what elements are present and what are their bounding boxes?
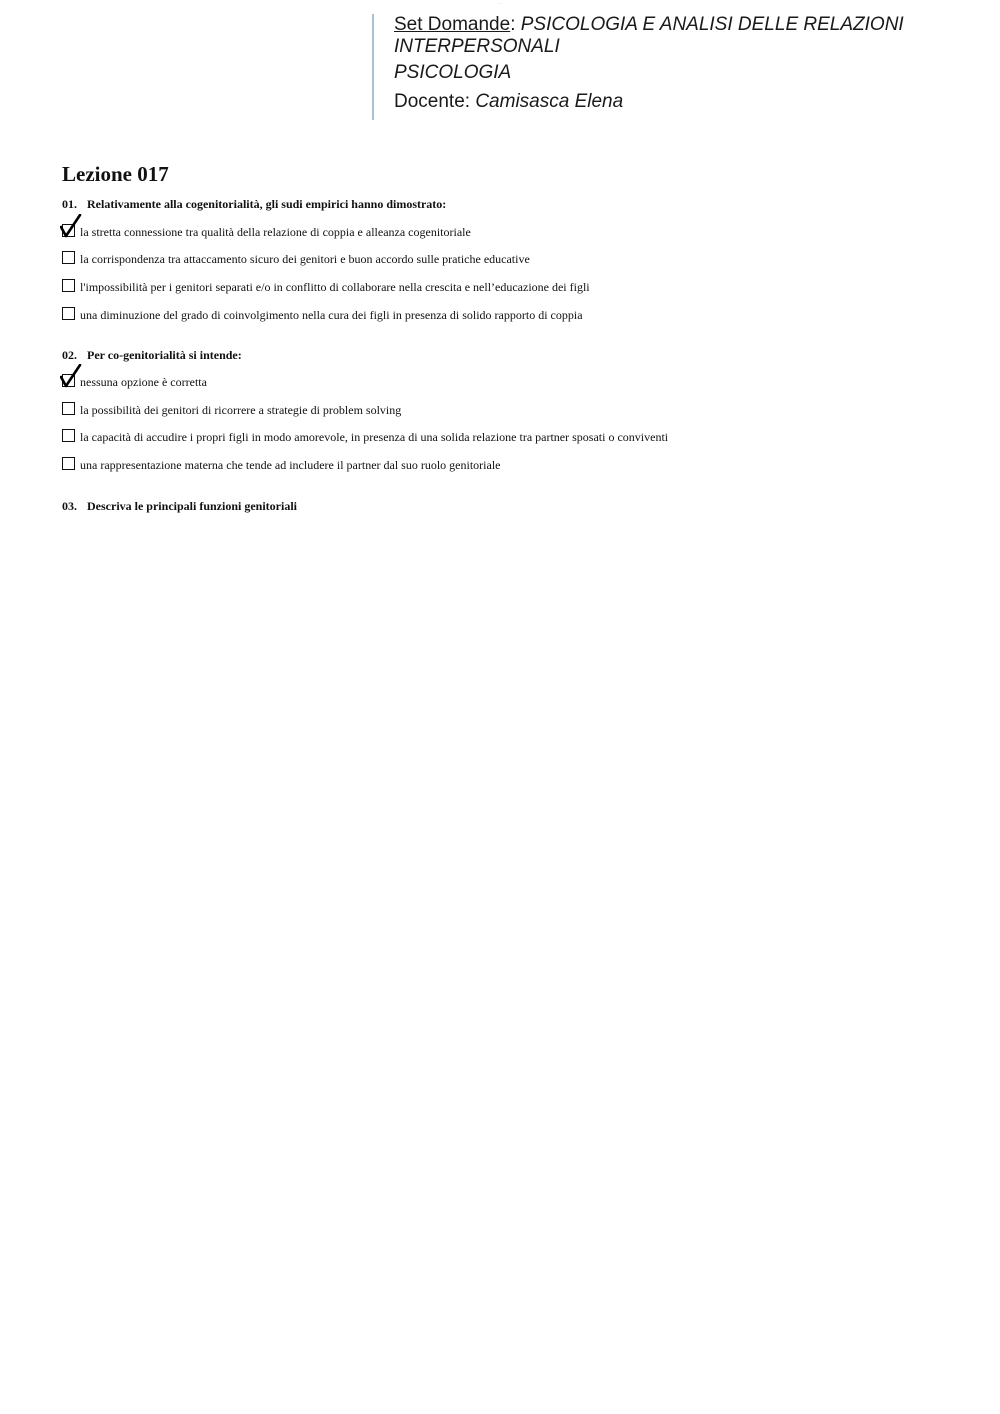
set-label: Set Domande: [394, 14, 511, 35]
area-title: PSICOLOGIA: [394, 62, 512, 83]
question-number: 02.: [62, 348, 77, 362]
option-text: la corrispondenza tra attaccamento sicuro dei genitori e buon accordo sulle pratiche educative: [80, 252, 530, 266]
question-number: 01.: [62, 197, 77, 211]
checkbox[interactable]: [62, 279, 75, 292]
set-separator: :: [510, 14, 521, 35]
question-text: Descriva le principali funzioni genitoriali: [87, 499, 297, 513]
course-header: [372, 14, 932, 120]
question-text: Per co-genitorialità si intende:: [87, 348, 242, 362]
checkbox[interactable]: [62, 307, 75, 320]
docente-name: Camisasca Elena: [475, 91, 624, 112]
option-text: la stretta connessione tra qualità della relazione di coppia e alleanza cogenitoriale: [80, 225, 471, 239]
question-number: 03.: [62, 499, 77, 513]
question-03: [62, 499, 297, 514]
option-text: la capacità di accudire i propri figli in modo amorevole, in presenza di una solida relazione tra partner sposati o conviventi: [80, 430, 669, 444]
checkbox[interactable]: [62, 402, 75, 415]
lesson-title: Lezione 017: [62, 162, 169, 186]
checkbox[interactable]: [62, 251, 75, 264]
set-title-line1: PSICOLOGIA E ANALISI DELLE RELAZIONI: [520, 14, 904, 35]
docente-line: [394, 91, 932, 113]
question-text: Relativamente alla cogenitorialità, gli sudi empirici hanno dimostrato:: [87, 197, 447, 211]
checkmark-icon: [60, 364, 82, 390]
checkmark-icon: [60, 214, 82, 240]
option-text: una diminuzione del grado di coinvolgimento nella cura dei figli in presenza di solido rapporto di coppia: [80, 308, 583, 322]
option-text: una rappresentazione materna che tende ad includere il partner dal suo ruolo genitoriale: [80, 458, 501, 472]
docente-label: Docente:: [394, 91, 476, 112]
option-text: l'impossibilità per i genitori separati e/o in conflitto di collaborare nella crescita e nell’educazione dei figli: [80, 280, 590, 294]
set-title-line: [394, 14, 932, 36]
option-text: nessuna opzione è corretta: [80, 375, 207, 389]
question-01: [62, 197, 446, 212]
set-title-line2: INTERPERSONALI: [394, 36, 560, 57]
page-header-tiny-text: ...: [498, 1, 502, 5]
question-02: [62, 348, 242, 363]
option-text: la possibilità dei genitori di ricorrere a strategie di problem solving: [80, 403, 402, 417]
checkbox[interactable]: [62, 429, 75, 442]
checkbox[interactable]: [62, 457, 75, 470]
